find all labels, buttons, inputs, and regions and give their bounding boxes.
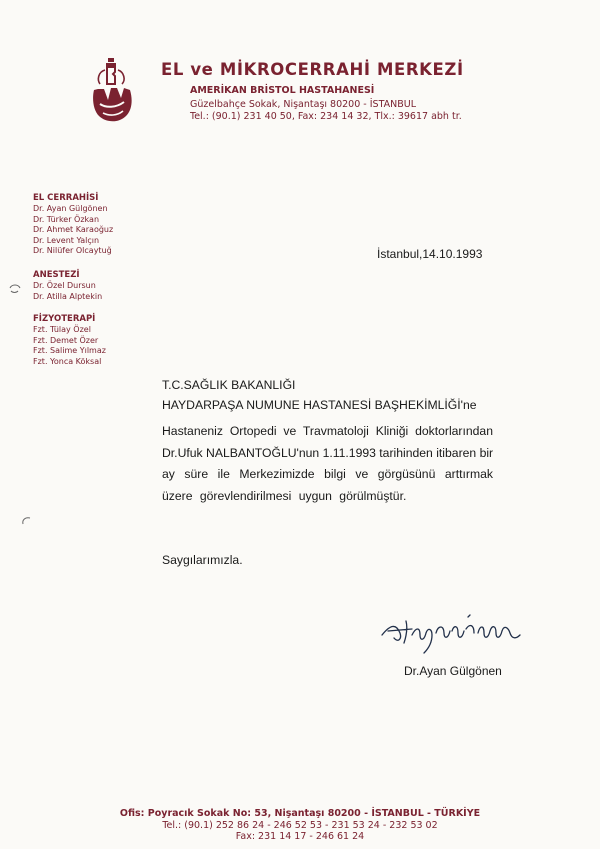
staff-member: Dr. Özel Dursun: [33, 281, 96, 291]
letter-closing: Saygılarımızla.: [162, 553, 243, 567]
staff-member: Dr. Atilla Alptekin: [33, 291, 103, 301]
letter-date: İstanbul,14.10.1993: [377, 247, 483, 261]
footer-tel: Tel.: (90.1) 252 86 24 - 246 52 53 - 231 53 24 - 232 53 02: [162, 819, 438, 831]
letterhead-hospital: AMERİKAN BRİSTOL HASTAHANESİ: [190, 85, 375, 96]
staff-member: Dr. Levent Yalçın: [33, 235, 100, 245]
punch-hole-mark: [8, 282, 22, 296]
letterhead-title: EL ve MİKROCERRAHİ MERKEZİ: [161, 60, 464, 79]
letterhead-contact: Tel.: (90.1) 231 40 50, Fax: 234 14 32, Tlx.: 39617 abh tr.: [190, 111, 462, 122]
footer-fax: Fax: 231 14 17 - 246 61 24: [235, 831, 365, 842]
letter-body: [162, 421, 493, 507]
punch-hole-mark: [20, 514, 34, 528]
body-line: ay süre ile Merkezimizde bilgi ve görgüsünü arttırmak: [162, 467, 493, 481]
staff-heading: EL CERRAHİSİ: [33, 193, 99, 203]
footer-office: Ofis: Poyracık Sokak No: 53, Nişantaşı 80200 - İSTANBUL - TÜRKİYE: [119, 808, 481, 819]
recipient-line: HAYDARPAŞA NUMUNE HASTANESİ BAŞHEKİMLİĞİ'ne: [162, 398, 477, 412]
letter-footer: [0, 808, 600, 843]
staff-section-hand-surgery: [33, 193, 113, 256]
staff-member: Dr. Türker Özkan: [33, 214, 100, 224]
staff-member: Fzt. Demet Özer: [33, 335, 99, 345]
letterhead-address: Güzelbahçe Sokak, Nişantaşı 80200 - İSTANBUL: [190, 99, 417, 110]
body-line: üzere görevlendirilmesi uygun görülmüştür.: [162, 488, 407, 503]
staff-heading: FİZYOTERAPİ: [33, 314, 96, 324]
hand-gesture-logo-icon: [88, 58, 134, 126]
staff-section-anesthesia: [33, 270, 102, 302]
body-line: Hastaneniz Ortopedi ve Travmatoloji Kliniği doktorlarından: [162, 424, 493, 438]
staff-member: Dr. Ayan Gülgönen: [33, 204, 108, 214]
staff-section-physiotherapy: [33, 314, 106, 367]
staff-member: Dr. Ahmet Karaoğuz: [33, 225, 114, 235]
staff-member: Dr. Nilüfer Olcaytuğ: [33, 246, 112, 256]
staff-heading: ANESTEZİ: [33, 270, 80, 280]
recipient-block: [162, 375, 477, 415]
recipient-line: T.C.SAĞLIK BAKANLIĞI: [162, 378, 296, 392]
handwritten-signature: [378, 605, 528, 655]
signer-name: Dr.Ayan Gülgönen: [404, 664, 502, 678]
staff-member: Fzt. Tülay Özel: [33, 325, 91, 335]
staff-member: Fzt. Salime Yılmaz: [33, 346, 106, 356]
body-line: Dr.Ufuk NALBANTOĞLU'nun 1.11.1993 tarihinden itibaren bir: [162, 445, 494, 460]
staff-member: Fzt. Yonca Köksal: [33, 356, 102, 366]
